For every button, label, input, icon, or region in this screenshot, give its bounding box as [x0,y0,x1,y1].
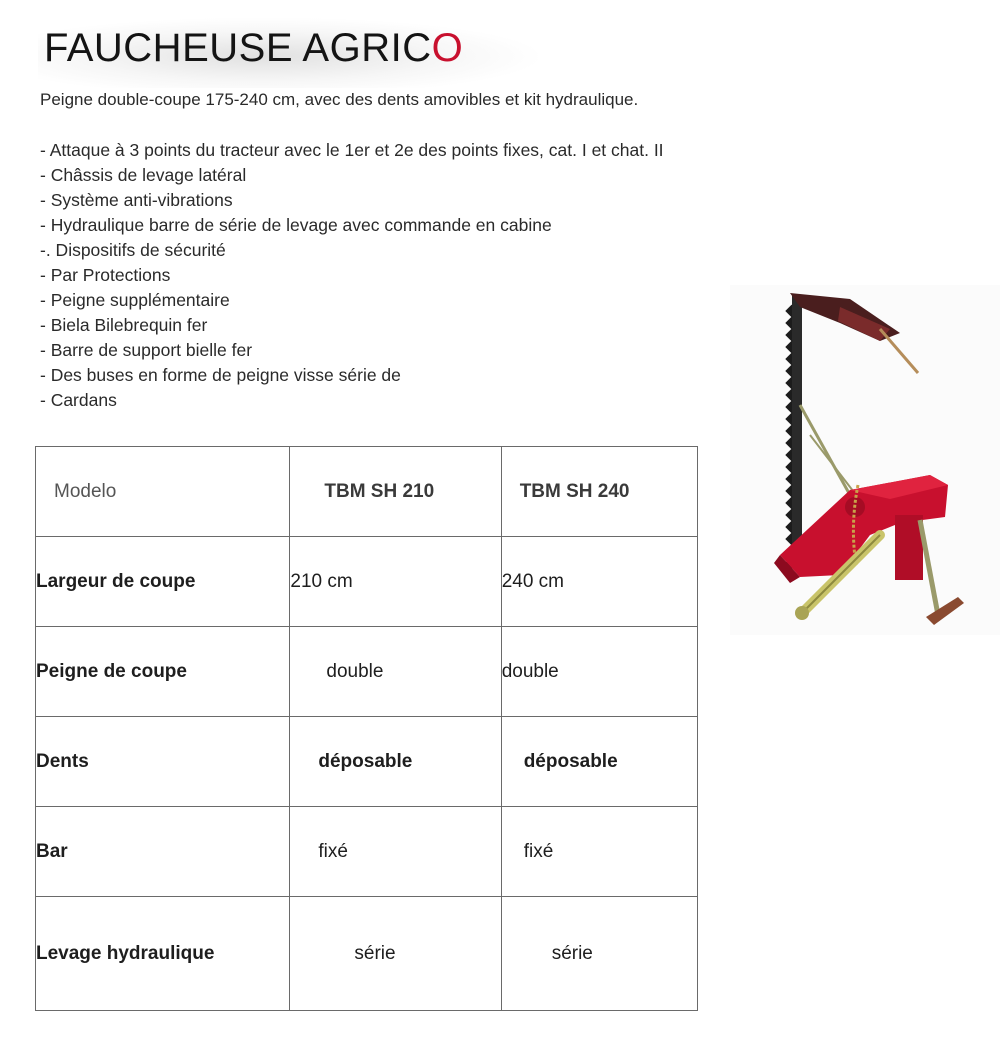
table-row [36,537,698,627]
feature-item: - Des buses en forme de peigne visse série de [40,365,401,385]
cell-value: déposable [501,717,697,807]
header-cell-model-240: TBM SH 240 [501,447,697,537]
cell-value: fixé [501,807,697,897]
title-text: FAUCHEUSE AGRIC [44,26,432,70]
header-cell-model-210: TBM SH 210 [290,447,501,537]
row-label-levage: Levage hydraulique [36,897,290,1011]
feature-item: -. Dispositifs de sécurité [40,240,226,260]
feature-item: - Hydraulique barre de série de levage avec commande en cabine [40,215,552,235]
cell-value: série [501,897,697,1011]
row-label-dents: Dents [36,717,290,807]
table-row [36,627,698,717]
cell-value: série [290,897,501,1011]
feature-item: - Biela Bilebrequin fer [40,315,208,335]
title-block [38,18,538,88]
feature-item: - Cardans [40,390,117,410]
feature-item: - Par Protections [40,265,171,285]
page-title [44,26,463,71]
table-header-row [36,447,698,537]
cell-value: 240 cm [501,537,697,627]
feature-list [40,138,664,413]
cell-value: fixé [290,807,501,897]
cell-value: double [501,627,697,717]
mower-product-image [730,285,1000,635]
spec-table [35,446,698,1011]
intro-text: Peigne double-coupe 175-240 cm, avec des dents amovibles et kit hydraulique. [40,90,639,109]
feature-item: - Peigne supplémentaire [40,290,230,310]
cell-value: 210 cm [290,537,501,627]
mower-illustration [730,285,1000,635]
row-label-largeur: Largeur de coupe [36,537,290,627]
cell-value: double [290,627,501,717]
row-label-peigne: Peigne de coupe [36,627,290,717]
table-row [36,807,698,897]
feature-item: - Châssis de levage latéral [40,165,247,185]
title-accent-letter: O [431,26,464,70]
feature-item: - Barre de support bielle fer [40,340,253,360]
table-row [36,897,698,1011]
feature-item: - Attaque à 3 points du tracteur avec le 1er et 2e des points fixes, cat. I et chat. II [40,140,664,160]
row-label-bar: Bar [36,807,290,897]
header-cell-model-label: Modelo [36,447,290,537]
feature-item: - Système anti-vibrations [40,190,233,210]
table-row [36,717,698,807]
cell-value: déposable [290,717,501,807]
